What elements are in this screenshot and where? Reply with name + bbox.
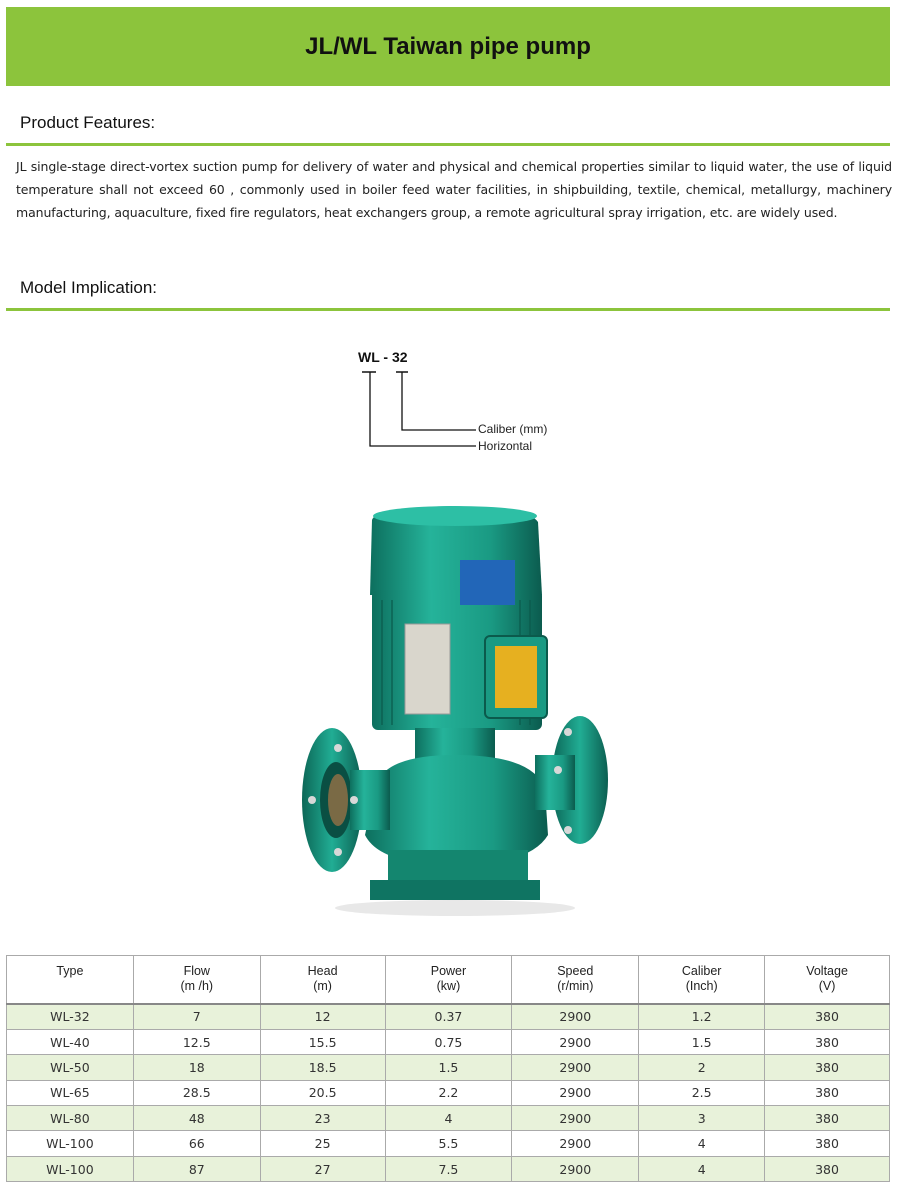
cell-flow: 87 xyxy=(133,1156,260,1181)
cell-head: 20.5 xyxy=(260,1080,385,1105)
cell-voltage: 380 xyxy=(765,1055,890,1080)
cell-type: WL-65 xyxy=(7,1080,134,1105)
cell-head: 12 xyxy=(260,1004,385,1030)
table-row xyxy=(7,1131,890,1156)
cell-voltage: 380 xyxy=(765,1156,890,1181)
cell-caliber: 2 xyxy=(639,1055,765,1080)
cell-caliber: 3 xyxy=(639,1106,765,1131)
table-row xyxy=(7,1106,890,1131)
table-row xyxy=(7,1055,890,1080)
cell-head: 25 xyxy=(260,1131,385,1156)
cell-type: WL-40 xyxy=(7,1029,134,1054)
cell-speed: 2900 xyxy=(512,1055,639,1080)
cell-type: WL-100 xyxy=(7,1156,134,1181)
cell-caliber: 1.2 xyxy=(639,1004,765,1030)
table-row xyxy=(7,1156,890,1181)
model-heading: Model Implication: xyxy=(20,278,158,297)
col-header-caliber: Caliber (Inch) xyxy=(639,956,765,1004)
cell-head: 18.5 xyxy=(260,1055,385,1080)
col-header-flow: Flow (m /h) xyxy=(133,956,260,1004)
cell-flow: 7 xyxy=(133,1004,260,1030)
cell-type: WL-32 xyxy=(7,1004,134,1030)
model-implication-diagram xyxy=(340,340,580,460)
cell-speed: 2900 xyxy=(512,1131,639,1156)
table-row xyxy=(7,1080,890,1105)
cell-speed: 2900 xyxy=(512,1004,639,1030)
cell-caliber: 4 xyxy=(639,1131,765,1156)
cell-speed: 2900 xyxy=(512,1106,639,1131)
cell-voltage: 380 xyxy=(765,1106,890,1131)
cell-voltage: 380 xyxy=(765,1080,890,1105)
features-text: JL single-stage direct-vortex suction pump for delivery of water and physical and chemical properties similar to liquid water, the use of liquid temperature shall not exceed 60 , commonly used in boiler feed water facilities, in shipbuilding, textile, chemical, metallurgy, machinery manufacturing, aquaculture, fixed fire regulators, heat exchangers group, a remote agricultural spray irrigation, etc. are widely used. xyxy=(16,159,892,220)
cell-speed: 2900 xyxy=(512,1029,639,1054)
cell-flow: 18 xyxy=(133,1055,260,1080)
cell-power: 5.5 xyxy=(385,1131,512,1156)
cell-flow: 66 xyxy=(133,1131,260,1156)
features-heading: Product Features: xyxy=(20,113,156,132)
cell-caliber: 4 xyxy=(639,1156,765,1181)
model-code: WL - 32 xyxy=(358,349,408,365)
cell-type: WL-80 xyxy=(7,1106,134,1131)
cell-flow: 48 xyxy=(133,1106,260,1131)
cell-voltage: 380 xyxy=(765,1004,890,1030)
cell-power: 2.2 xyxy=(385,1080,512,1105)
pump-image xyxy=(290,500,620,920)
cell-flow: 28.5 xyxy=(133,1080,260,1105)
cell-type: WL-50 xyxy=(7,1055,134,1080)
cell-power: 0.37 xyxy=(385,1004,512,1030)
title-banner xyxy=(6,7,890,86)
cell-power: 0.75 xyxy=(385,1029,512,1054)
cell-head: 23 xyxy=(260,1106,385,1131)
table-row xyxy=(7,1004,890,1030)
caliber-label: Caliber (mm) xyxy=(478,422,548,436)
cell-speed: 2900 xyxy=(512,1156,639,1181)
cell-flow: 12.5 xyxy=(133,1029,260,1054)
cell-voltage: 380 xyxy=(765,1029,890,1054)
cell-speed: 2900 xyxy=(512,1080,639,1105)
cell-voltage: 380 xyxy=(765,1131,890,1156)
features-heading-bar xyxy=(6,110,890,146)
col-header-voltage: Voltage (V) xyxy=(765,956,890,1004)
table-header-row xyxy=(7,956,890,1004)
model-heading-bar xyxy=(6,275,890,311)
col-header-power: Power (kw) xyxy=(385,956,512,1004)
cell-head: 15.5 xyxy=(260,1029,385,1054)
spec-table xyxy=(6,955,890,1182)
cell-caliber: 1.5 xyxy=(639,1029,765,1054)
page-title: JL/WL Taiwan pipe pump xyxy=(305,32,591,60)
cell-head: 27 xyxy=(260,1156,385,1181)
col-header-head: Head (m) xyxy=(260,956,385,1004)
cell-power: 1.5 xyxy=(385,1055,512,1080)
col-header-type: Type xyxy=(7,956,134,1004)
table-row xyxy=(7,1029,890,1054)
cell-power: 4 xyxy=(385,1106,512,1131)
cell-caliber: 2.5 xyxy=(639,1080,765,1105)
cell-power: 7.5 xyxy=(385,1156,512,1181)
horizontal-label: Horizontal xyxy=(478,439,533,453)
col-header-speed: Speed (r/min) xyxy=(512,956,639,1004)
cell-type: WL-100 xyxy=(7,1131,134,1156)
